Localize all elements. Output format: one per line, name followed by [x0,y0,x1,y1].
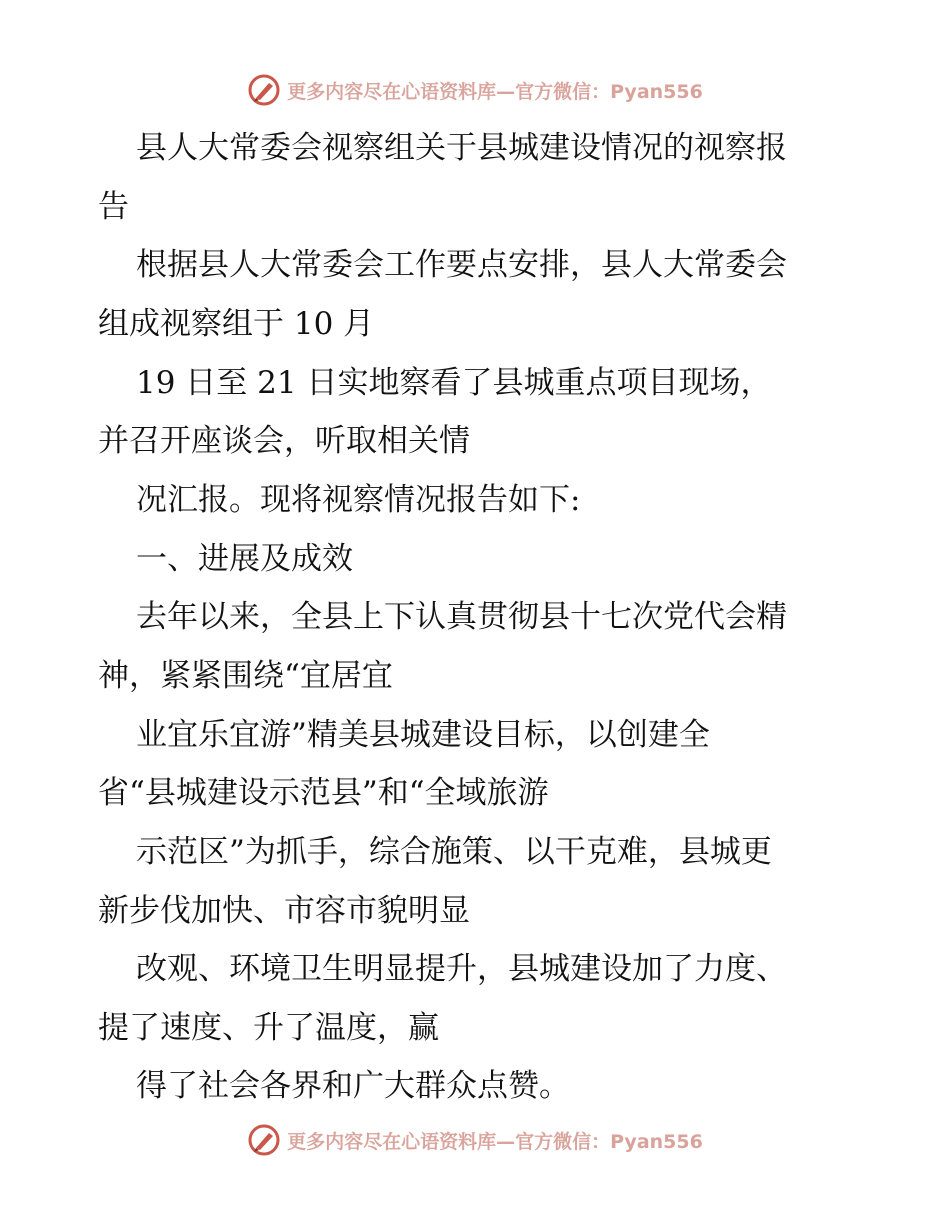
doc-paragraph-line: 神，紧紧围绕“宜居宜 [98,658,393,694]
doc-paragraph-line: 新步伐加快、市容市貌明显 [98,893,470,929]
doc-paragraph-line: 组成视察组于 10 月 [98,306,375,342]
doc-paragraph-line: 示范区”为抓手，综合施策、以干克难，县城更 [136,834,772,870]
doc-paragraph-line: 得了社会各界和广大群众点赞。 [136,1068,570,1104]
footer-banner-text: 更多内容尽在心语资料库—官方微信：Pyan556 [287,1130,703,1153]
pen-logo-icon [247,1123,281,1157]
doc-paragraph-line: 19 日至 21 日实地察看了县城重点项目现场， [136,365,772,401]
doc-paragraph-line: 根据县人大常委会工作要点安排，县人大常委会 [136,247,787,283]
doc-paragraph-line: 业宜乐宜游”精美县城建设目标，以创建全 [136,717,710,753]
footer-banner [0,1120,950,1160]
doc-paragraph-line: 提了速度、升了温度，赢 [98,1010,439,1046]
doc-title-line-2: 告 [98,189,129,225]
doc-paragraph-line: 并召开座谈会，听取相关情 [98,423,470,459]
doc-paragraph-line: 去年以来，全县上下认真贯彻县十七次党代会精 [136,599,787,635]
doc-paragraph-line: 改观、环境卫生明显提升，县城建设加了力度、 [136,951,787,987]
doc-paragraph-line: 况汇报。现将视察情况报告如下: [136,482,581,518]
doc-title-line-1: 县人大常委会视察组关于县城建设情况的视察报 [136,130,787,166]
doc-section-heading: 一、进展及成效 [136,541,353,577]
doc-paragraph-line: 省“县城建设示范县”和“全域旅游 [98,775,549,811]
header-banner-text: 更多内容尽在心语资料库—官方微信：Pyan556 [287,80,703,103]
